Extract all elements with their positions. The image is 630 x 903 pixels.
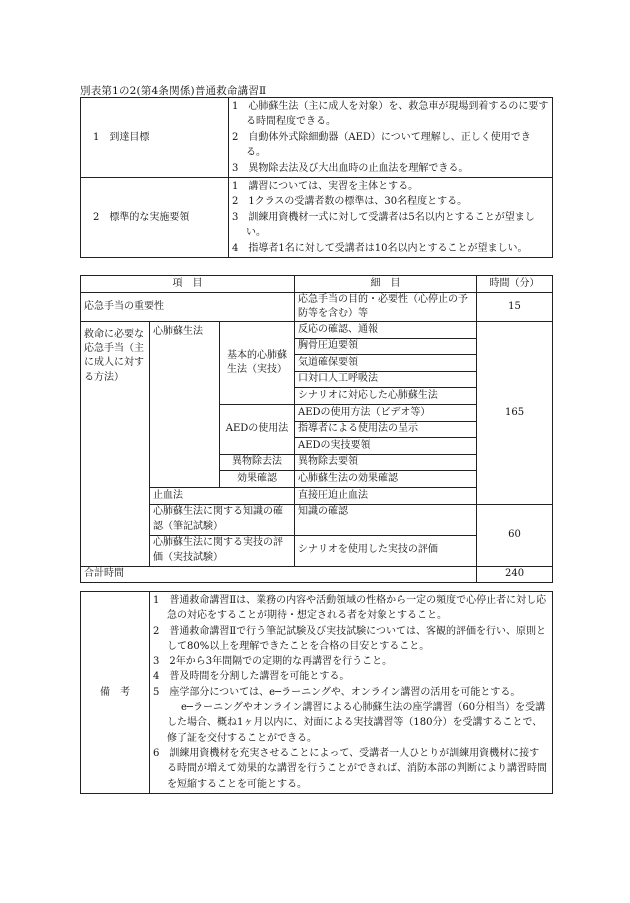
table-row bbox=[81, 504, 553, 535]
aed-item: 指導者による使用法の呈示 bbox=[295, 421, 477, 438]
cpr-label: 心肺蘇生法 bbox=[150, 322, 220, 488]
note-item: 5 座学部分については、e─ラーニングや、オンライン講習の活用を可能とする。 bbox=[153, 686, 521, 698]
aed-item: AEDの実技要領 bbox=[295, 438, 477, 455]
goals-label-guideline: 2 標準的な実施要領 bbox=[81, 178, 229, 258]
bleeding-item: 直接圧迫止血法 bbox=[295, 487, 477, 504]
group-label: 救命に必要な応急手当（主に成人に対する方法） bbox=[81, 322, 150, 567]
skill-item: シナリオを使用した実技の評価 bbox=[295, 535, 477, 566]
basic-item: 口対口人工呼吸法 bbox=[295, 371, 477, 388]
basic-item: 胸骨圧迫要領 bbox=[295, 338, 477, 355]
guideline-item: 2 1クラスの受講者数の標準は、30名程度とする。 bbox=[232, 196, 468, 208]
importance-time: 15 bbox=[477, 292, 553, 321]
foreign-item: 異物除去要領 bbox=[295, 454, 477, 471]
notes-cell bbox=[150, 592, 553, 794]
importance-detail: 応急手当の目的・必要性（心停止の予防等を含む）等 bbox=[295, 292, 477, 321]
note-subitem-text: e─ラーニングやオンライン講習による心肺蘇生法の座学講習（60分相当）を受講した場合、概ね1ヶ月以内に、対面による実技講習等（180分）を受講することで、修了証を交付することができる。 bbox=[167, 702, 546, 744]
aed-item: AEDの使用方法（ビデオ等） bbox=[295, 404, 477, 421]
goal-item: 1 心肺蘇生法（主に成人を対象）を、救急車が現場到着するのに要する時間程度できる。 bbox=[232, 101, 549, 128]
notes-row bbox=[81, 592, 553, 794]
note-item: 2 普通救命講習Ⅱで行う筆記試験及び実技試験については、客観的評価を行い、原則として80%以上を理解できたことを合格の目安とすること。 bbox=[153, 625, 546, 652]
note-item: 4 普及時間を分割した講習を可能とする。 bbox=[153, 671, 350, 683]
curriculum-table bbox=[80, 275, 553, 583]
aed-label: AEDの使用法 bbox=[220, 404, 295, 454]
guideline-item: 3 訓練用資機材一式に対して受講者は5名以内とすることが望ましい。 bbox=[232, 211, 535, 239]
note-item: 1 普通救命講習Ⅱは、業務の内容や活動領域の性格から一定の頻度で心停止者に対し応急の対応をすることが期待・想定される者を対象とすること。 bbox=[153, 595, 547, 622]
knowledge-item: 知識の確認 bbox=[295, 504, 477, 535]
notes-label: 備 考 bbox=[81, 592, 150, 794]
total-time: 240 bbox=[477, 566, 553, 583]
note-item: 3 2年から3年間隔での定期的な再講習を行うこと。 bbox=[153, 656, 393, 668]
guideline-item: 1 講習については、実習を主体とする。 bbox=[232, 181, 419, 193]
goal-item: 3 異物除去法及び大出血時の止血法を理解できる。 bbox=[232, 162, 469, 174]
basic-item: 反応の確認、通報 bbox=[295, 322, 477, 339]
goals-guideline-cell bbox=[229, 178, 553, 258]
table-row bbox=[81, 292, 553, 321]
header-time: 時間（分） bbox=[477, 276, 553, 293]
knowledge-label: 心肺蘇生法に関する知識の確認（筆記試験） bbox=[150, 504, 295, 535]
bleeding-label: 止血法 bbox=[150, 487, 295, 504]
skill-label: 心肺蘇生法に関する実技の評価（実技試験） bbox=[150, 535, 295, 566]
importance-label: 応急手当の重要性 bbox=[81, 292, 295, 321]
table-row bbox=[81, 322, 553, 339]
goal-item: 2 自動体外式除細動器（AED）について理解し、正しく使用できる。 bbox=[232, 131, 531, 159]
page-title: 別表第1の2(第4条関係)普通救命講習Ⅱ bbox=[80, 85, 267, 97]
foreign-label: 異物除去法 bbox=[220, 454, 295, 471]
exam-time: 60 bbox=[477, 504, 553, 566]
basic-item: 気道確保要領 bbox=[295, 355, 477, 372]
guideline-item: 4 指導者1名に対して受講者は10名以内とすることが望ましい。 bbox=[232, 242, 528, 254]
goals-row-target bbox=[81, 98, 553, 178]
total-label: 合計時間 bbox=[81, 566, 477, 583]
basic-label: 基本的心肺蘇生法（実技） bbox=[220, 322, 295, 405]
effect-item: 心肺蘇生法の効果確認 bbox=[295, 471, 477, 488]
notes-table bbox=[80, 591, 553, 794]
table-header-row bbox=[81, 276, 553, 293]
note-item: 6 訓練用資機材を充実させることによって、受講者一人ひとりが訓練用資機材に接する時間が増えて効果的な講習を行うことができれば、消防本部の判断により講習時間を短縮することを可能とする。 bbox=[153, 747, 547, 790]
goals-table bbox=[80, 97, 553, 258]
cpr-time: 165 bbox=[477, 322, 553, 505]
goals-label-target: 1 到達目標 bbox=[81, 98, 229, 178]
effect-label: 効果確認 bbox=[220, 471, 295, 488]
goals-target-cell bbox=[229, 98, 553, 178]
total-row bbox=[81, 566, 553, 583]
note-subitem bbox=[153, 700, 549, 746]
header-detail: 細 目 bbox=[295, 276, 477, 293]
goals-row-guideline bbox=[81, 178, 553, 258]
header-item: 項 目 bbox=[81, 276, 295, 293]
basic-item: シナリオに対応した心肺蘇生法 bbox=[295, 388, 477, 405]
